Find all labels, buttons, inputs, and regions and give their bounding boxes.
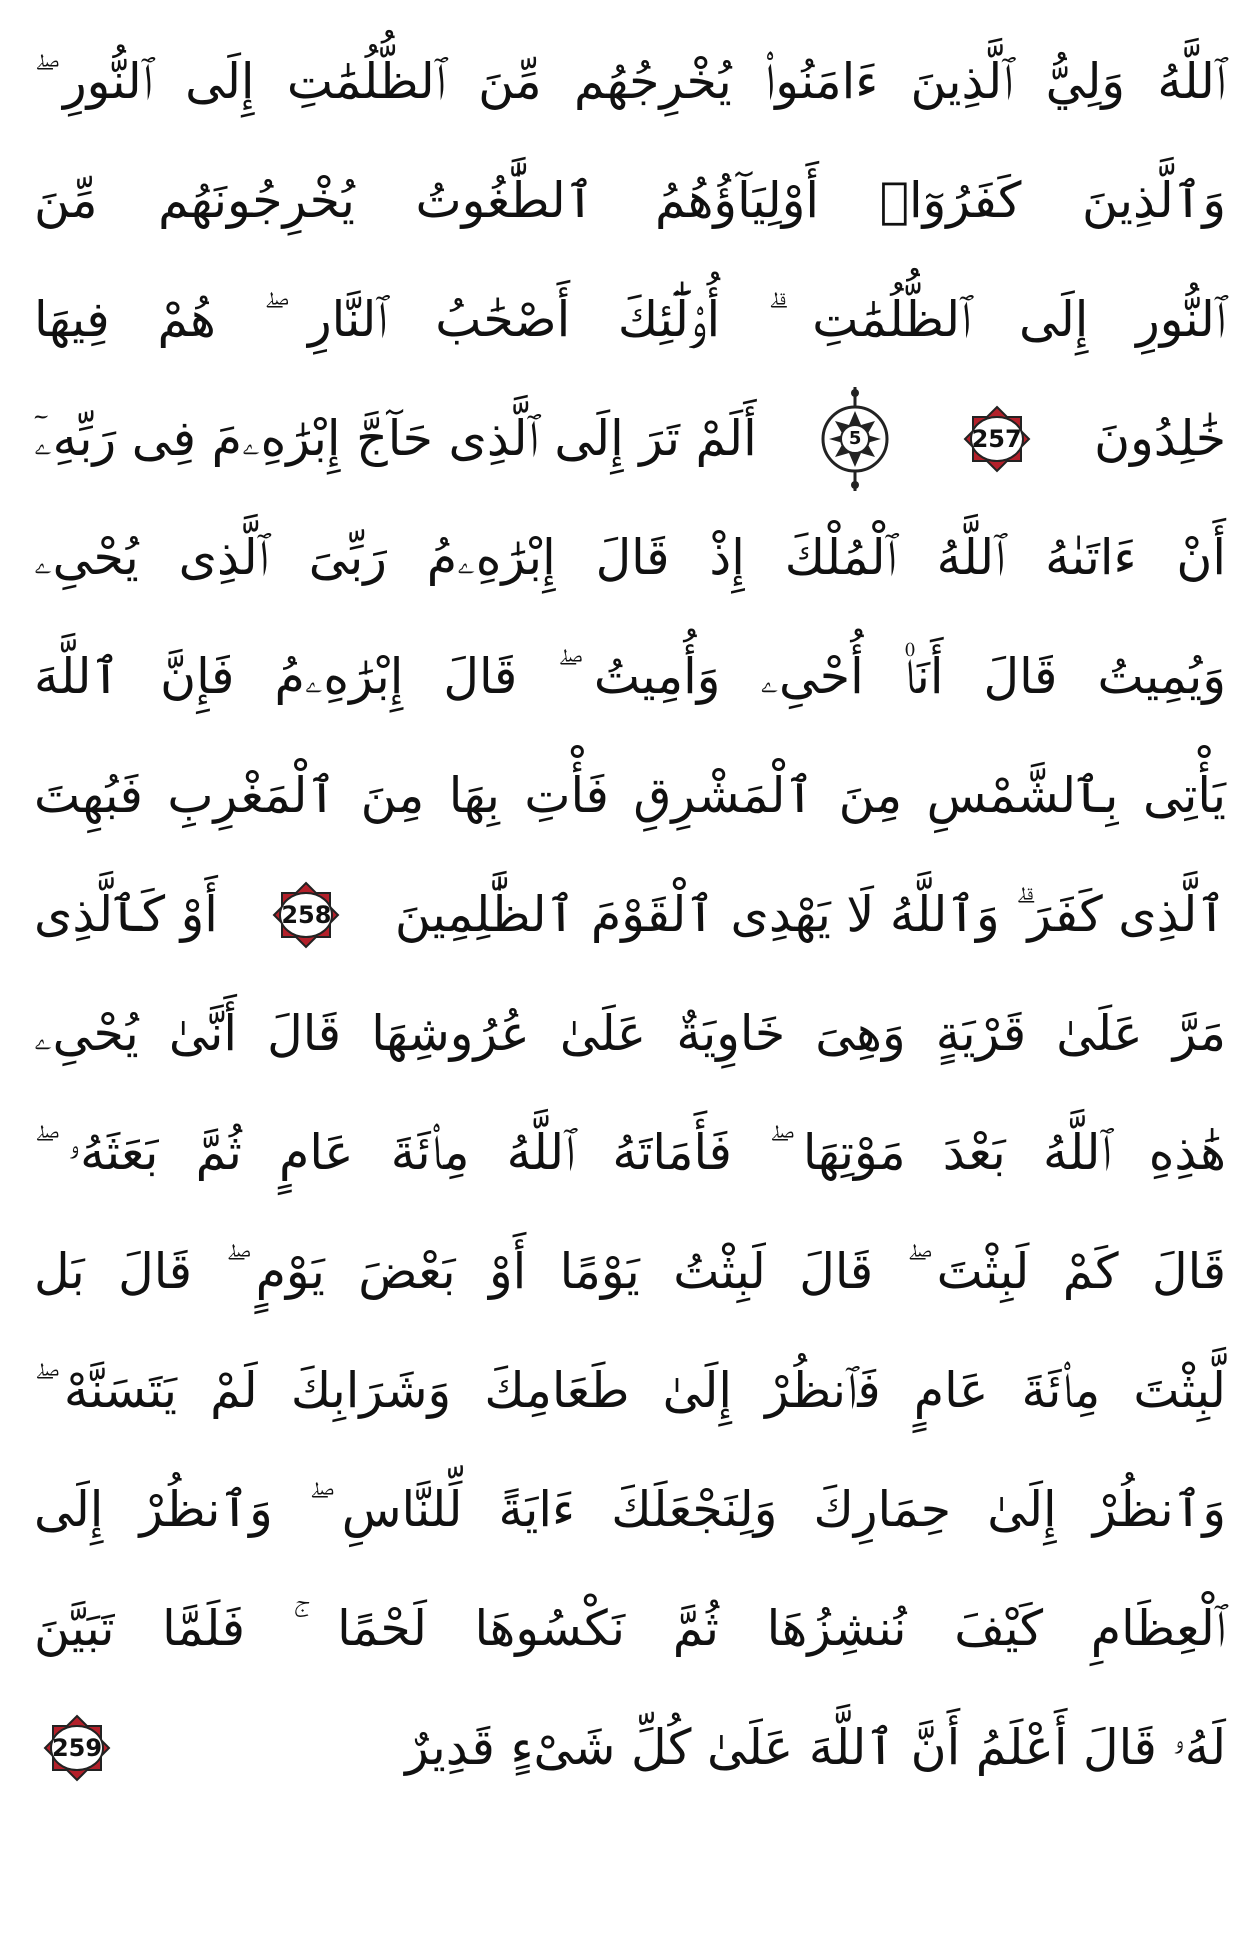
verse-line <box>34 617 1226 736</box>
verse-line-text: ٱلَّذِى كَفَرَ ۗ وَٱللَّهُ لَا يَهْدِى ٱلْقَوْمَ ٱلظَّٰلِمِينَ <box>394 886 1226 943</box>
verse-line <box>34 855 1226 974</box>
verse-line-text: ٱللَّهُ وَلِيُّ ٱلَّذِينَ ءَامَنُوا۟ يُخْرِجُهُم مِّنَ ٱلظُّلُمَٰتِ إِلَى ٱلنُّورِ ۖ <box>34 53 1226 110</box>
verse-line-text: أَوْ كَٱلَّذِى <box>34 886 218 943</box>
verse-line-text: هَٰذِهِ ٱللَّهُ بَعْدَ مَوْتِهَا ۖ فَأَمَاتَهُ ٱللَّهُ مِا۟ئَةَ عَامٍ ثُمَّ بَعَثَهُۥ ۖ <box>34 1124 1226 1181</box>
verse-line-text: مَرَّ عَلَىٰ قَرْيَةٍ وَهِىَ خَاوِيَةٌ عَلَىٰ عُرُوشِهَا قَالَ أَنَّىٰ يُحْىِۦ <box>34 1005 1226 1062</box>
verse-line-text: ٱلْعِظَامِ كَيْفَ نُنشِزُهَا ثُمَّ نَكْسُوهَا لَحْمًا ۚ فَلَمَّا تَبَيَّنَ <box>34 1600 1226 1657</box>
juz-marker <box>819 385 891 493</box>
verse-line-text: قَالَ كَمْ لَبِثْتَ ۖ قَالَ لَبِثْتُ يَوْمًا أَوْ بَعْضَ يَوْمٍ ۖ قَالَ بَل <box>34 1243 1226 1300</box>
verse-line-text: لَهُۥ قَالَ أَعْلَمُ أَنَّ ٱللَّهَ عَلَىٰ كُلِّ شَىْءٍ قَدِيرٌ <box>405 1719 1226 1776</box>
verse-line <box>34 1212 1226 1331</box>
verse-line-text: وَٱنظُرْ إِلَىٰ حِمَارِكَ وَلِنَجْعَلَكَ ءَايَةً لِّلنَّاسِ ۖ وَٱنظُرْ إِلَى <box>34 1481 1226 1538</box>
verse-line <box>34 736 1226 855</box>
verse-line-text: وَيُمِيتُ قَالَ أَنَا۠ أُحْىِۦ وَأُمِيتُ ۖ قَالَ إِبْرَٰهِۦمُ فَإِنَّ ٱللَّهَ <box>34 648 1226 705</box>
verse-line-text: أَنْ ءَاتَىٰهُ ٱللَّهُ ٱلْمُلْكَ إِذْ قَالَ إِبْرَٰهِۦمُ رَبِّىَ ٱلَّذِى يُحْىِۦ <box>34 529 1226 586</box>
ayah-number: 258 <box>281 900 332 929</box>
verse-line <box>34 1688 1226 1807</box>
verse-line <box>34 974 1226 1093</box>
juz-number: 5 <box>848 427 862 449</box>
verse-line-text: ٱلنُّورِ إِلَى ٱلظُّلُمَٰتِ ۗ أُو۟لَٰٓئِكَ أَصْحَٰبُ ٱلنَّارِ ۖ هُمْ فِيهَا <box>34 291 1226 348</box>
verse-line <box>34 498 1226 617</box>
ayah-number: 259 <box>51 1733 103 1762</box>
verse-line <box>34 260 1226 379</box>
verse-line <box>34 1569 1226 1688</box>
mushaf-page <box>34 22 1226 1934</box>
ayah-number: 257 <box>971 424 1022 453</box>
verse-line <box>34 379 1226 498</box>
ayah-number-marker <box>962 404 1032 474</box>
ayah-number-marker <box>42 1713 112 1783</box>
verse-line-text: وَٱلَّذِينَ كَفَرُوٓا۟ أَوْلِيَآؤُهُمُ ٱلطَّٰغُوتُ يُخْرِجُونَهُم مِّنَ <box>34 172 1226 229</box>
verse-line <box>34 1093 1226 1212</box>
verse-line-text: لَّبِثْتَ مِا۟ئَةَ عَامٍ فَٱنظُرْ إِلَىٰ طَعَامِكَ وَشَرَابِكَ لَمْ يَتَسَنَّهْ ۖ <box>34 1362 1226 1419</box>
verse-line <box>34 1450 1226 1569</box>
verse-line-text: أَلَمْ تَرَ إِلَى ٱلَّذِى حَآجَّ إِبْرَٰهِۦمَ فِى رَبِّهِۦٓ <box>34 410 757 467</box>
verse-line <box>34 22 1226 141</box>
verse-line-text: يَأْتِى بِٱلشَّمْسِ مِنَ ٱلْمَشْرِقِ فَأْتِ بِهَا مِنَ ٱلْمَغْرِبِ فَبُهِتَ <box>34 767 1226 824</box>
ayah-number-marker <box>271 880 341 950</box>
verse-line <box>34 141 1226 260</box>
verse-line-text: خَٰلِدُونَ <box>1094 410 1226 467</box>
verse-line <box>34 1331 1226 1450</box>
